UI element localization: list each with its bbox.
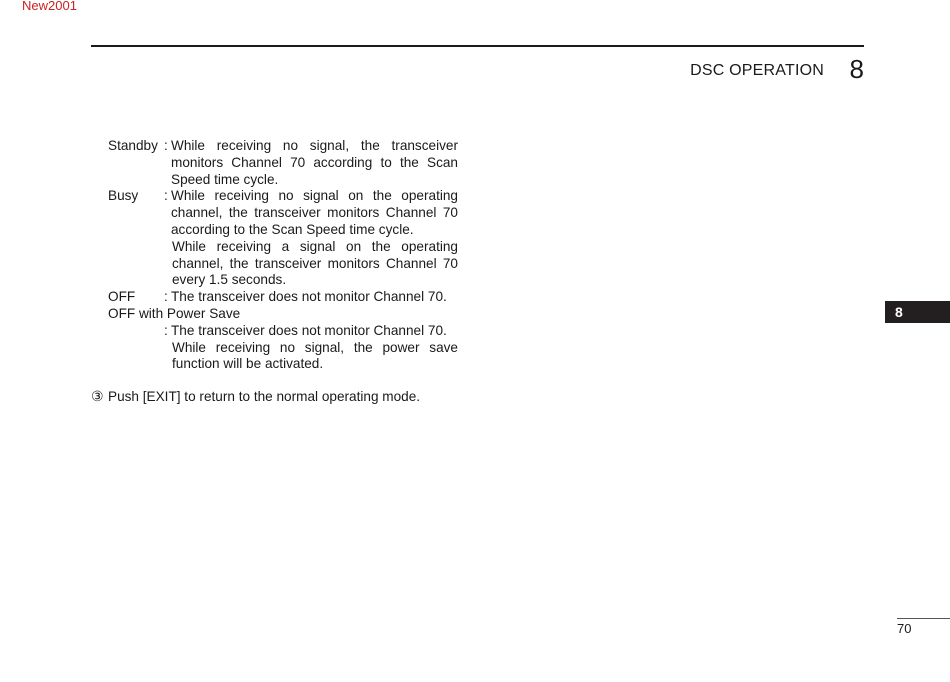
description-paragraph: The transceiver does not monitor Channel 70. xyxy=(171,322,447,338)
footer-rule xyxy=(897,618,950,619)
term-description xyxy=(171,188,458,289)
chapter-side-tab-label: 8 xyxy=(895,304,903,320)
description-paragraph: While receiving no signal on the operating channel, the transceiver monitors Channel 70 according to the Scan Speed time cycle. xyxy=(171,188,458,237)
instruction-step xyxy=(91,388,420,406)
list-item-off xyxy=(108,289,468,306)
term-label: OFF with Power Save xyxy=(108,305,241,321)
term-label: Busy xyxy=(108,188,139,204)
term-label: Standby xyxy=(108,138,158,153)
chapter-side-tab xyxy=(885,301,950,323)
term-separator: : xyxy=(164,289,168,305)
term-label: OFF xyxy=(108,289,136,305)
term-separator: : xyxy=(164,188,168,204)
term-separator: : xyxy=(164,138,168,153)
term-separator: : xyxy=(164,322,168,338)
description-paragraph: While receiving no signal, the transceiver monitors Channel 70 according to the Scan Speed time cycle. xyxy=(171,138,458,187)
description-paragraph: The transceiver does not monitor Channel 70. xyxy=(171,289,447,305)
list-item-standby xyxy=(108,138,468,188)
step-text: Push [EXIT] to return to the normal operating mode. xyxy=(108,389,421,404)
page-number: 70 xyxy=(897,621,912,636)
term-description xyxy=(171,323,458,373)
term-description xyxy=(171,138,458,188)
section-number: 8 xyxy=(849,54,864,84)
term-description xyxy=(171,289,458,306)
list-item-busy xyxy=(108,188,468,289)
scan-mode-list xyxy=(108,138,468,373)
section-title: DSC OPERATION xyxy=(690,62,824,79)
description-paragraph: While receiving no signal, the power save function will be activated. xyxy=(172,339,458,372)
list-item-off-with-power-save xyxy=(108,306,468,373)
corner-tag: New2001 xyxy=(22,0,77,13)
header-rule xyxy=(91,45,864,47)
step-number: ③ xyxy=(91,388,104,404)
description-paragraph: While receiving a signal on the operating channel, the transceiver monitors Channel 70 every 1.5 seconds. xyxy=(172,238,458,288)
